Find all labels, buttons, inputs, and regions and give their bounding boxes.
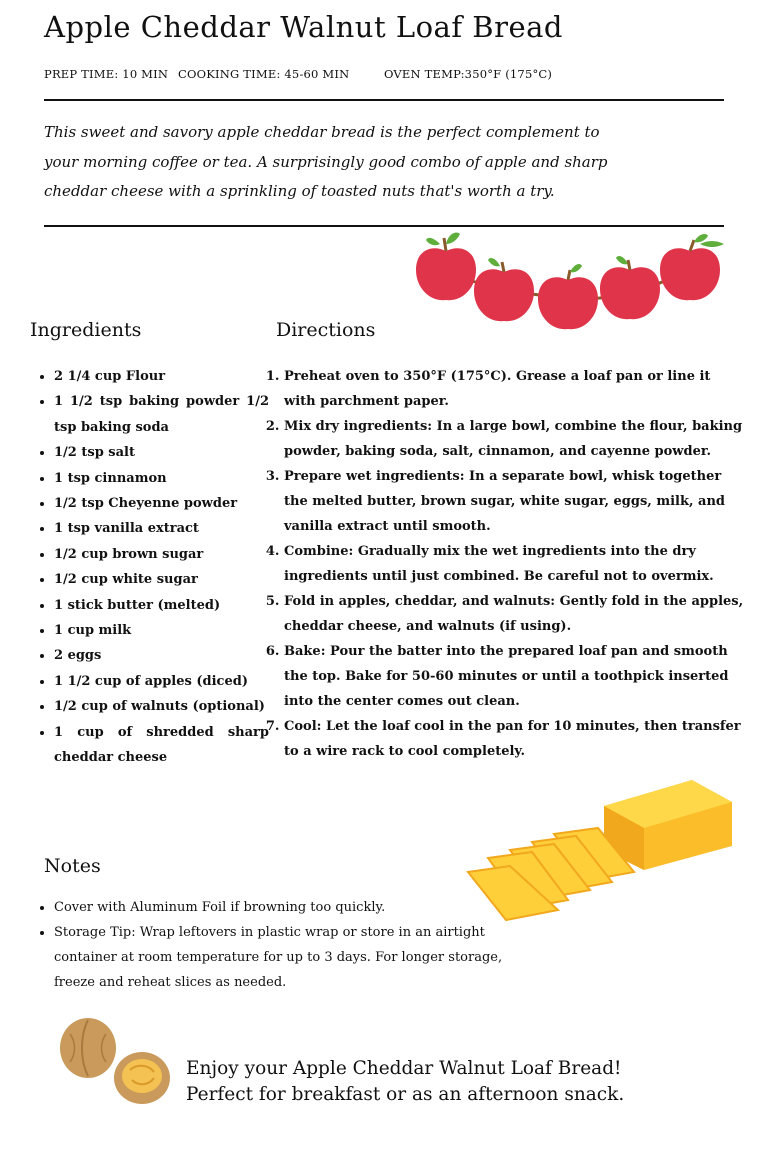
ingredient-item: • 1/2 cup white sugar	[54, 567, 269, 592]
ingredient-item: • 1/2 cup of walnuts (optional)	[54, 694, 269, 719]
apple-icon	[474, 258, 534, 321]
ingredient-item: • 1 tsp cinnamon	[54, 466, 269, 491]
note-item: • Cover with Aluminum Foil if browning too quickly.	[54, 895, 524, 920]
direction-step: 5. Fold in apples, cheddar, and walnuts: Gently fold in the apples, cheddar cheese, and walnuts (if using).	[284, 589, 746, 639]
ingredient-item: • 1 stick butter (melted)	[54, 593, 269, 618]
direction-step: 4. Combine: Gradually mix the wet ingredients into the dry ingredients until just combined. Be careful not to overmix.	[284, 539, 746, 589]
apple-icon	[416, 232, 476, 300]
direction-step: 3. Prepare wet ingredients: In a separate bowl, whisk together the melted butter, brown sugar, white sugar, eggs, milk, and vanilla extract until smooth.	[284, 464, 746, 539]
footer-line-2: Perfect for breakfast or as an afternoon snack.	[186, 1084, 625, 1105]
ingredient-item: • 1/2 cup brown sugar	[54, 542, 269, 567]
top-divider	[44, 99, 724, 101]
apple-icon	[538, 264, 598, 329]
ingredient-item: • 2 eggs	[54, 643, 269, 668]
footer-message	[186, 1056, 624, 1108]
directions-list	[270, 364, 746, 764]
apple-icon	[600, 256, 660, 319]
direction-step: 2. Mix dry ingredients: In a large bowl, combine the flour, baking powder, baking soda, salt, cinnamon, and cayenne powder.	[284, 414, 746, 464]
direction-step: 6. Bake: Pour the batter into the prepared loaf pan and smooth the top. Bake for 50-60 minutes or until a toothpick inserted into the center comes out clean.	[284, 639, 746, 714]
ingredient-item: • 1 cup of shredded sharp cheddar cheese	[54, 720, 269, 771]
ingredient-item: • 1 1/2 tsp baking powder 1/2 tsp baking soda	[54, 389, 269, 440]
cooking-time: COOKING TIME: 45-60 MIN	[178, 67, 350, 81]
ingredient-item: • 1 tsp vanilla extract	[54, 516, 269, 541]
apple-garland-icon	[412, 226, 732, 336]
direction-step: 1. Preheat oven to 350°F (175°C). Grease a loaf pan or line it with parchment paper.	[284, 364, 746, 414]
apple-icon	[660, 234, 724, 300]
direction-step: 7. Cool: Let the loaf cool in the pan for 10 minutes, then transfer to a wire rack to cool completely.	[284, 714, 746, 764]
walnuts-icon	[58, 1016, 178, 1110]
ingredient-item: • 1/2 tsp salt	[54, 440, 269, 465]
ingredient-item: • 1 1/2 cup of apples (diced)	[54, 669, 269, 694]
oven-temp: OVEN TEMP:350°F (175°C)	[384, 67, 553, 81]
ingredient-item: • 1/2 tsp Cheyenne powder	[54, 491, 269, 516]
recipe-intro: This sweet and savory apple cheddar bread is the perfect complement to your morning coffee or tea. A surprisingly good combo of apple and sharp cheddar cheese with a sprinkling of toasted nuts that's worth a try.	[44, 123, 608, 200]
ingredient-item: • 2 1/4 cup Flour	[54, 364, 269, 389]
ingredient-item: • 1 cup milk	[54, 618, 269, 643]
prep-time: PREP TIME: 10 MIN	[44, 67, 169, 81]
ingredients-list	[30, 364, 269, 771]
note-item: • Storage Tip: Wrap leftovers in plastic wrap or store in an airtight container at room temperature for up to 3 days. For longer storage, freeze and reheat slices as needed.	[54, 920, 524, 995]
walnut-kernel-icon	[114, 1052, 170, 1104]
ingredients-heading: Ingredients	[30, 319, 142, 341]
walnut-shell-icon	[60, 1018, 116, 1078]
notes-list	[30, 895, 524, 995]
footer-line-1: Enjoy your Apple Cheddar Walnut Loaf Bread!	[186, 1058, 622, 1079]
directions-heading: Directions	[276, 319, 376, 341]
notes-heading: Notes	[44, 855, 101, 877]
recipe-title: Apple Cheddar Walnut Loaf Bread	[44, 10, 563, 44]
